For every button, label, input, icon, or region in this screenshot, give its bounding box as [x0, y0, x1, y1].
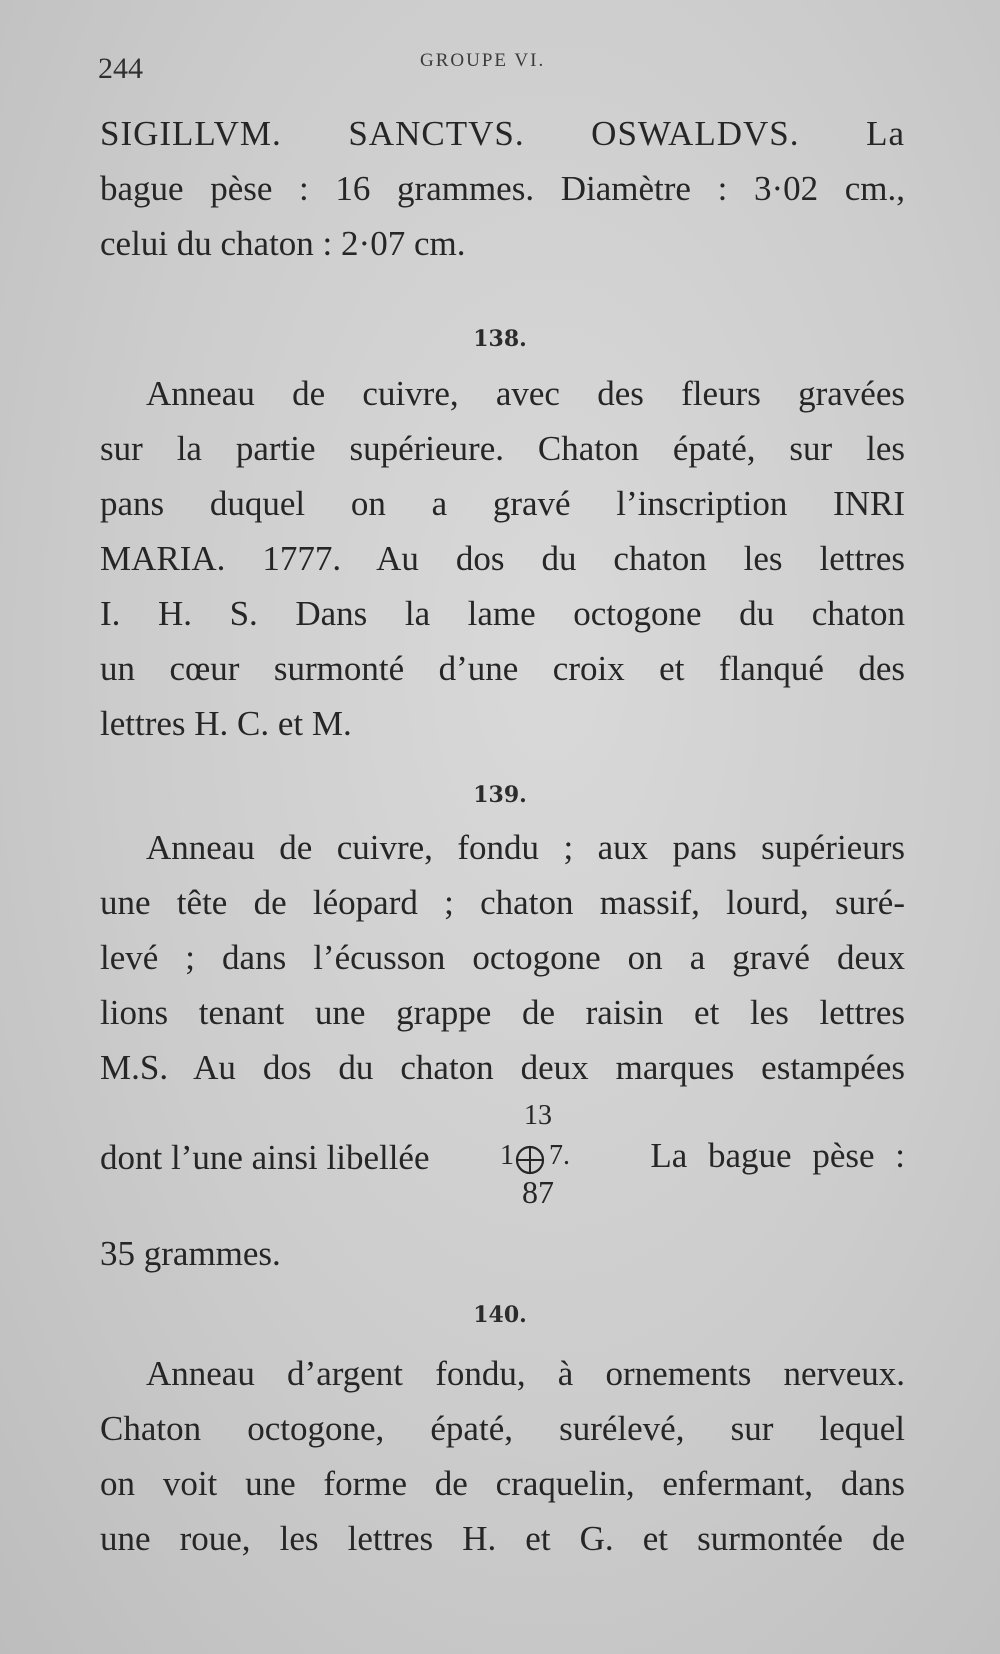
- hallmark-top: 13: [524, 1100, 552, 1131]
- text-line: lettres H. C. et M.: [100, 704, 352, 743]
- text-line: on voit une forme de craquelin, enfermant, dans: [100, 1464, 905, 1503]
- text-line: lions tenant une grappe de raisin et les lettres: [100, 993, 905, 1032]
- running-head: GROUPE VI.: [420, 50, 546, 71]
- entry-number-140: 140.: [473, 1302, 527, 1328]
- entry-139-tail: [100, 1226, 905, 1281]
- text-line: un cœur surmonté d’une croix et flanqué des: [100, 649, 905, 688]
- text-line: Anneau de cuivre, avec des fleurs gravées: [146, 374, 905, 413]
- entry-140-paragraph: [100, 1346, 905, 1566]
- text-line: 35 grammes.: [100, 1234, 281, 1273]
- circled-cross-icon: [514, 1144, 546, 1176]
- text-line: levé ; dans l’écusson octogone on a gravé deux: [100, 938, 905, 977]
- text-line: Anneau de cuivre, fondu ; aux pans supérieurs: [146, 828, 905, 867]
- entry-number-138: 138.: [473, 326, 527, 352]
- text-line: SIGILLVM. SANCTVS. OSWALDVS. La: [100, 114, 905, 153]
- page-number: 244: [98, 52, 143, 85]
- text-line: celui du chaton : 2·07 cm.: [100, 224, 466, 263]
- text-line: Anneau d’argent fondu, à ornements nerveux.: [146, 1354, 905, 1393]
- hallmark-line-before: dont l’une ainsi libellée: [100, 1138, 430, 1177]
- text-line: I. H. S. Dans la lame octogone du chaton: [100, 594, 905, 633]
- hallmark-line-after: La bague pèse :: [650, 1136, 905, 1175]
- hallmark-right: 7.: [549, 1140, 570, 1171]
- hallmark-line: [100, 1100, 905, 1210]
- page-header: [98, 48, 898, 88]
- text-line: M.S. Au dos du chaton deux marques estampées: [100, 1048, 905, 1087]
- intro-paragraph: [100, 106, 905, 271]
- text-line: une roue, les lettres H. et G. et surmontée de: [100, 1519, 905, 1558]
- hallmark-bottom: 87: [522, 1174, 554, 1210]
- text-line: pans duquel on a gravé l’inscription INRI: [100, 484, 905, 523]
- text-line: bague pèse : 16 grammes. Diamètre : 3·02 cm.,: [100, 169, 905, 208]
- text-line: Chaton octogone, épaté, surélevé, sur lequel: [100, 1409, 905, 1448]
- entry-139-paragraph: [100, 820, 905, 1095]
- text-line: MARIA. 1777. Au dos du chaton les lettres: [100, 539, 905, 578]
- hallmark-left: 1: [500, 1140, 514, 1171]
- text-line: une tête de léopard ; chaton massif, lourd, suré-: [100, 883, 905, 922]
- text-line: sur la partie supérieure. Chaton épaté, sur les: [100, 429, 905, 468]
- entry-number-139: 139.: [473, 782, 527, 808]
- hallmark-figure: [500, 1100, 580, 1210]
- entry-138-paragraph: [100, 366, 905, 751]
